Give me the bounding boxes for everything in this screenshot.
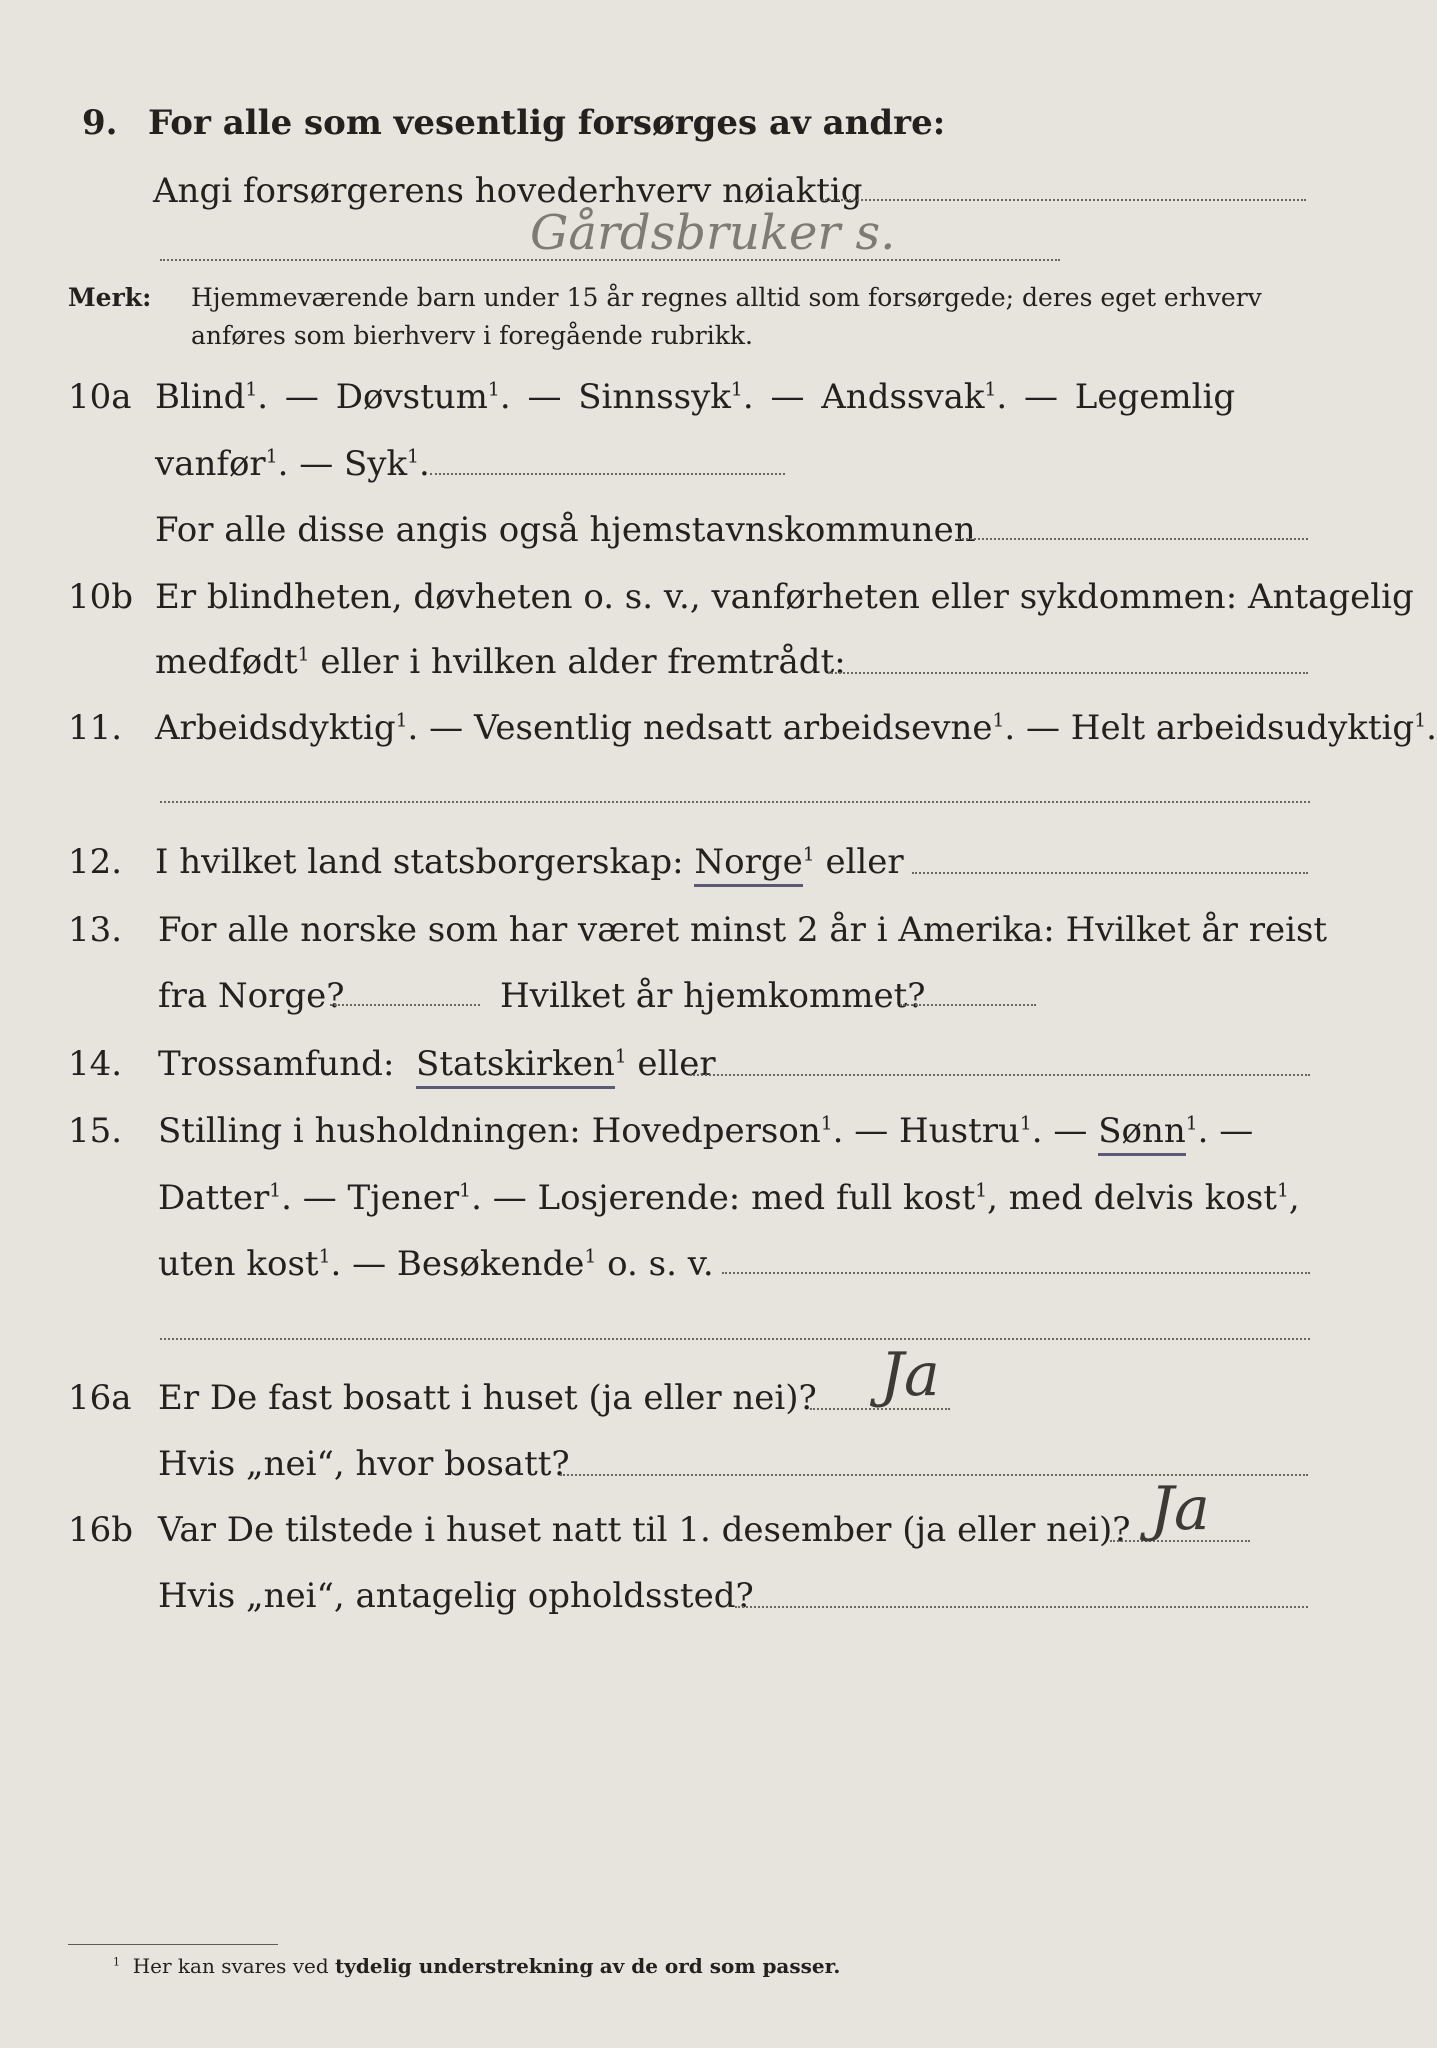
q16b-line-2: Hvis „nei“, antagelig opholdssted? bbox=[158, 1576, 754, 1616]
option-blind: Blind bbox=[155, 377, 246, 417]
q10a-line-2: vanfør$^1$. — Syk$^1$. bbox=[155, 444, 430, 484]
option-tjener: — Tjener bbox=[302, 1178, 460, 1218]
q13-reist-line bbox=[330, 1004, 480, 1006]
q10b-line-1: Er blindheten, døvheten o. s. v., vanførheten eller sykdommen: Antagelig bbox=[155, 577, 1414, 617]
option-udyktig: — Helt arbeidsudyktig bbox=[1025, 708, 1415, 748]
q15-answer-line-1 bbox=[722, 1272, 1310, 1274]
q13-number: 13. bbox=[68, 910, 123, 950]
option-dovstum: — Døvstum bbox=[284, 377, 488, 417]
option-arbeidsdyktig: Arbeidsdyktig bbox=[155, 708, 396, 748]
q16b-opholdssted-line bbox=[735, 1606, 1308, 1608]
q9-title: For alle som vesentlig forsørges av andre: bbox=[148, 103, 946, 143]
option-delvis-kost: , med delvis kost bbox=[987, 1178, 1277, 1218]
merk-label: Merk: bbox=[68, 283, 152, 312]
q13-hjemkommet-label: Hvilket år hjemkommet? bbox=[500, 976, 926, 1016]
q12-eller: eller bbox=[825, 842, 904, 882]
option-sinnssyk: — Sinnssyk bbox=[527, 377, 731, 417]
option-sonn: Sønn bbox=[1098, 1111, 1186, 1156]
q10b-line-2: medfødt$^1$ eller i hvilken alder fremtrådt: bbox=[155, 642, 846, 682]
option-statskirken: Statskirken bbox=[416, 1044, 615, 1089]
q16a-number: 16a bbox=[68, 1378, 132, 1418]
q10a-hjemstavn-line bbox=[958, 538, 1308, 540]
q16a-line-2: Hvis „nei“, hvor bosatt? bbox=[158, 1444, 570, 1484]
q14-eller: eller bbox=[637, 1044, 716, 1084]
q10b-answer-line bbox=[828, 672, 1308, 674]
q15-number: 15. bbox=[68, 1111, 123, 1151]
q16a-handwritten-answer: Ja bbox=[880, 1340, 940, 1410]
q14-number: 14. bbox=[68, 1044, 123, 1084]
q10b-alder-text: eller i hvilken alder fremtrådt: bbox=[320, 642, 846, 682]
q16b-handwritten-answer: Ja bbox=[1150, 1474, 1210, 1544]
q10a-answer-line bbox=[430, 473, 785, 475]
q15-answer-line-2 bbox=[160, 1338, 1310, 1340]
q16a-line-1: Er De fast bosatt i huset (ja eller nei)? bbox=[158, 1378, 817, 1418]
q12-line: I hvilket land statsborgerskap: Norge$^1$ eller bbox=[155, 842, 904, 882]
option-uten-kost: uten kost bbox=[158, 1244, 319, 1284]
q12-number: 12. bbox=[68, 842, 123, 882]
q9-answer-line-1 bbox=[822, 199, 1306, 201]
q10b-number: 10b bbox=[68, 577, 134, 617]
q14-question: Trossamfund: bbox=[158, 1044, 395, 1084]
option-nedsatt: — Vesentlig nedsatt arbeidsevne bbox=[429, 708, 993, 748]
q9-prompt: Angi forsørgerens hovederhverv nøiaktig bbox=[153, 171, 863, 211]
q16b-line-1: Var De tilstede i huset natt til 1. desember (ja eller nei)? bbox=[158, 1510, 1131, 1550]
option-hovedperson: Stilling i husholdningen: Hovedperson bbox=[158, 1111, 821, 1151]
q11-answer-line bbox=[160, 801, 1310, 803]
q15-line-2: Datter$^1$. — Tjener$^1$. — Losjerende: med full kost$^1$, med delvis kost$^1$, bbox=[158, 1178, 1300, 1218]
option-full-kost: — Losjerende: med full kost bbox=[492, 1178, 976, 1218]
q9-answer-line-2 bbox=[160, 259, 1060, 261]
footnote-mark: 1 bbox=[113, 1955, 120, 1969]
option-norge: Norge bbox=[694, 842, 802, 887]
footnote-rule bbox=[68, 1944, 278, 1945]
option-andssvak: — Andssvak bbox=[770, 377, 985, 417]
q12-question: I hvilket land statsborgerskap: bbox=[155, 842, 684, 882]
option-besokende: — Besøkende bbox=[352, 1244, 585, 1284]
q10a-line-3: For alle disse angis også hjemstavnskommunen bbox=[155, 510, 976, 550]
option-medfodt: medfødt bbox=[155, 642, 298, 682]
q16b-number: 16b bbox=[68, 1510, 134, 1550]
q12-answer-line bbox=[912, 872, 1308, 874]
q10a-number: 10a bbox=[68, 377, 132, 417]
merk-line-1: Hjemmeværende barn under 15 år regnes alltid som forsørgede; deres eget erhverv bbox=[191, 283, 1262, 312]
q13-hjemkommet-line bbox=[900, 1004, 1036, 1006]
q13-reist-label: fra Norge? bbox=[158, 976, 345, 1016]
q13-line-1: For alle norske som har været minst 2 år i Amerika: Hvilket år reist bbox=[158, 910, 1328, 950]
q9-number: 9. bbox=[82, 103, 118, 143]
q15-line-3: uten kost$^1$. — Besøkende$^1$ o. s. v. bbox=[158, 1244, 714, 1284]
q9-handwritten-answer: Gårdsbruker s. bbox=[530, 205, 896, 261]
option-syk: — Syk bbox=[299, 444, 408, 484]
q15-line-1: Stilling i husholdningen: Hovedperson$^1$. — Hustru$^1$. — Sønn$^1$. — bbox=[158, 1111, 1253, 1151]
footnote: $^1$ Her kan svares ved tydelig understrekning av de ord som passer. bbox=[113, 1954, 841, 1978]
option-hustru: — Hustru bbox=[854, 1111, 1020, 1151]
q14-answer-line bbox=[690, 1074, 1310, 1076]
q11-number: 11. bbox=[68, 708, 123, 748]
option-datter: Datter bbox=[158, 1178, 270, 1218]
option-vanfor: vanfør bbox=[155, 444, 266, 484]
merk-line-2: anføres som bierhverv i foregående rubrikk. bbox=[191, 321, 753, 350]
option-legemlig: — Legemlig bbox=[1023, 377, 1236, 417]
q10a-line-1: Blind$^1$. — Døvstum$^1$. — Sinnssyk$^1$. — Andssvak$^1$. — Legemlig bbox=[155, 377, 1236, 417]
q11-line: Arbeidsdyktig$^1$. — Vesentlig nedsatt arbeidsevne$^1$. — Helt arbeidsudyktig$^1$. bbox=[155, 708, 1437, 748]
q14-line: Trossamfund: Statskirken$^1$ eller bbox=[158, 1044, 716, 1084]
